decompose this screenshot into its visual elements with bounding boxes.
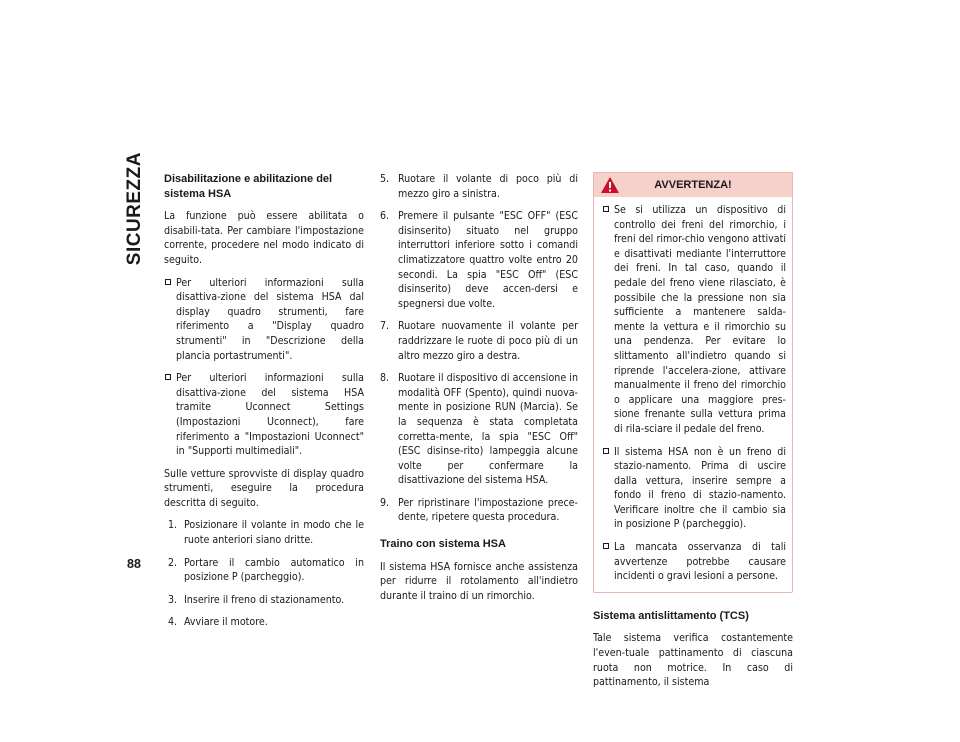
bullet-item: Per ulteriori informazioni sulla disattiva-zione del sistema HSA tramite Uconnect Settings (Impostazioni Uconnect), fare riferimento a "Impostazioni Uconnect" in "Supporti multimediali". (164, 371, 364, 459)
step-item: 8. Ruotare il dispositivo di accensione in modalità OFF (Spento), quindi nuova-mente in posizione RUN (Marcia). Se la sequenza è stata completata corretta-mente, la spia "ESC Off" (ESC disinse-rito) lampeggia alcune volte per confermare la disattivazione del sistema HSA. (380, 372, 578, 487)
paragraph-intro: La funzione può essere abilitata o disabili-tata. Per cambiare l'impostazione corrente, procedere nel modo indicato di seguito. (164, 210, 364, 266)
step-item: 9. Per ripristinare l'impostazione prece-dente, ripetere questa procedura. (380, 496, 578, 524)
square-bullet-icon (603, 448, 609, 454)
column-left (164, 172, 364, 638)
step-item: 1. Posizionare il volante in modo che le ruote anteriori siano dritte. (168, 519, 364, 547)
heading-hsa-disable: Disabilitazione e abilitazione del sistema HSA (164, 173, 333, 200)
square-bullet-icon (603, 543, 609, 549)
paragraph-no-display: Sulle vetture sprovviste di display quadro strumenti, eseguire la procedura descritta di seguito. (164, 467, 364, 509)
bullet-item: Per ulteriori informazioni sulla disattiva-zione del sistema HSA dal display quadro strumenti, fare riferimento a "Display quadro strumenti" in "Descrizione della plancia portastrumenti". (164, 276, 364, 364)
page-number: 88 (127, 557, 141, 571)
warning-header (594, 173, 792, 197)
heading-towing-hsa: Traino con sistema HSA (380, 538, 506, 551)
column-middle (380, 172, 578, 611)
warning-body (594, 197, 792, 584)
step-item: 3. Inserire il freno di stazionamento. (168, 593, 345, 606)
step-item: 2. Portare il cambio automatico in posizione P (parcheggio). (168, 556, 364, 584)
step-item: 6. Premere il pulsante "ESC OFF" (ESC disinserito) situato nel gruppo interruttori inferiore sotto i comandi climatizzatore quattro volte entro 20 secondi. La spia "ESC Off" (ESC disinserito) deve accen-dersi e spegnersi due volte. (380, 210, 578, 310)
step-item: 4. Avviare il motore. (168, 616, 268, 629)
warning-box (593, 172, 793, 593)
step-item: 5. Ruotare il volante di poco più di mezzo giro a sinistra. (380, 173, 578, 200)
warning-item: Il sistema HSA non è un freno di stazio-namento. Prima di uscire dalla vettura, inserire sempre a fondo il freno di stazio-namento. Verificare inoltre che il cambio sia in posizione P (parcheggio). (602, 445, 786, 533)
warning-title: AVVERTENZA! (654, 179, 732, 191)
heading-tcs: Sistema antislittamento (TCS) (593, 609, 749, 622)
column-right (593, 172, 793, 698)
paragraph-towing: Il sistema HSA fornisce anche assistenza per ridurre il rotolamento all'indietro durante il traino di un rimorchio. (380, 560, 578, 602)
warning-item: Se si utilizza un dispositivo di controllo dei freni del rimorchio, i freni del rimor-chio vengono attivati e disattivati mediante l'interruttore dei freni. In tal caso, quando il pedale del freno viene rilasciato, è possibile che la pressione non sia sufficiente a mantenere salda-mente la vettura e il rimorchio su una pendenza. Per evitare lo slittamento all'indietro quando si riprende l'accelera-zione, attivare manualmente il freno del rimorchio o applicare una maggiore pres-sione frenante sulla vettura prima di rila-sciare il pedale del freno. (602, 203, 786, 437)
square-bullet-icon (603, 206, 609, 212)
warning-triangle-icon (600, 176, 620, 194)
square-bullet-icon (165, 279, 171, 285)
section-title: SICUREZZA (124, 152, 145, 266)
paragraph-tcs: Tale sistema verifica costantemente l'even-tuale pattinamento di ciascuna ruota non motrice. In caso di pattinamento, il sistema (593, 632, 793, 689)
warning-item: La mancata osservanza di tali avvertenze potrebbe causare incidenti o gravi lesioni a persone. (602, 540, 786, 584)
square-bullet-icon (165, 374, 171, 380)
step-item: 7. Ruotare nuovamente il volante per raddrizzare le ruote di poco più di un altro mezzo giro a destra. (380, 320, 578, 362)
